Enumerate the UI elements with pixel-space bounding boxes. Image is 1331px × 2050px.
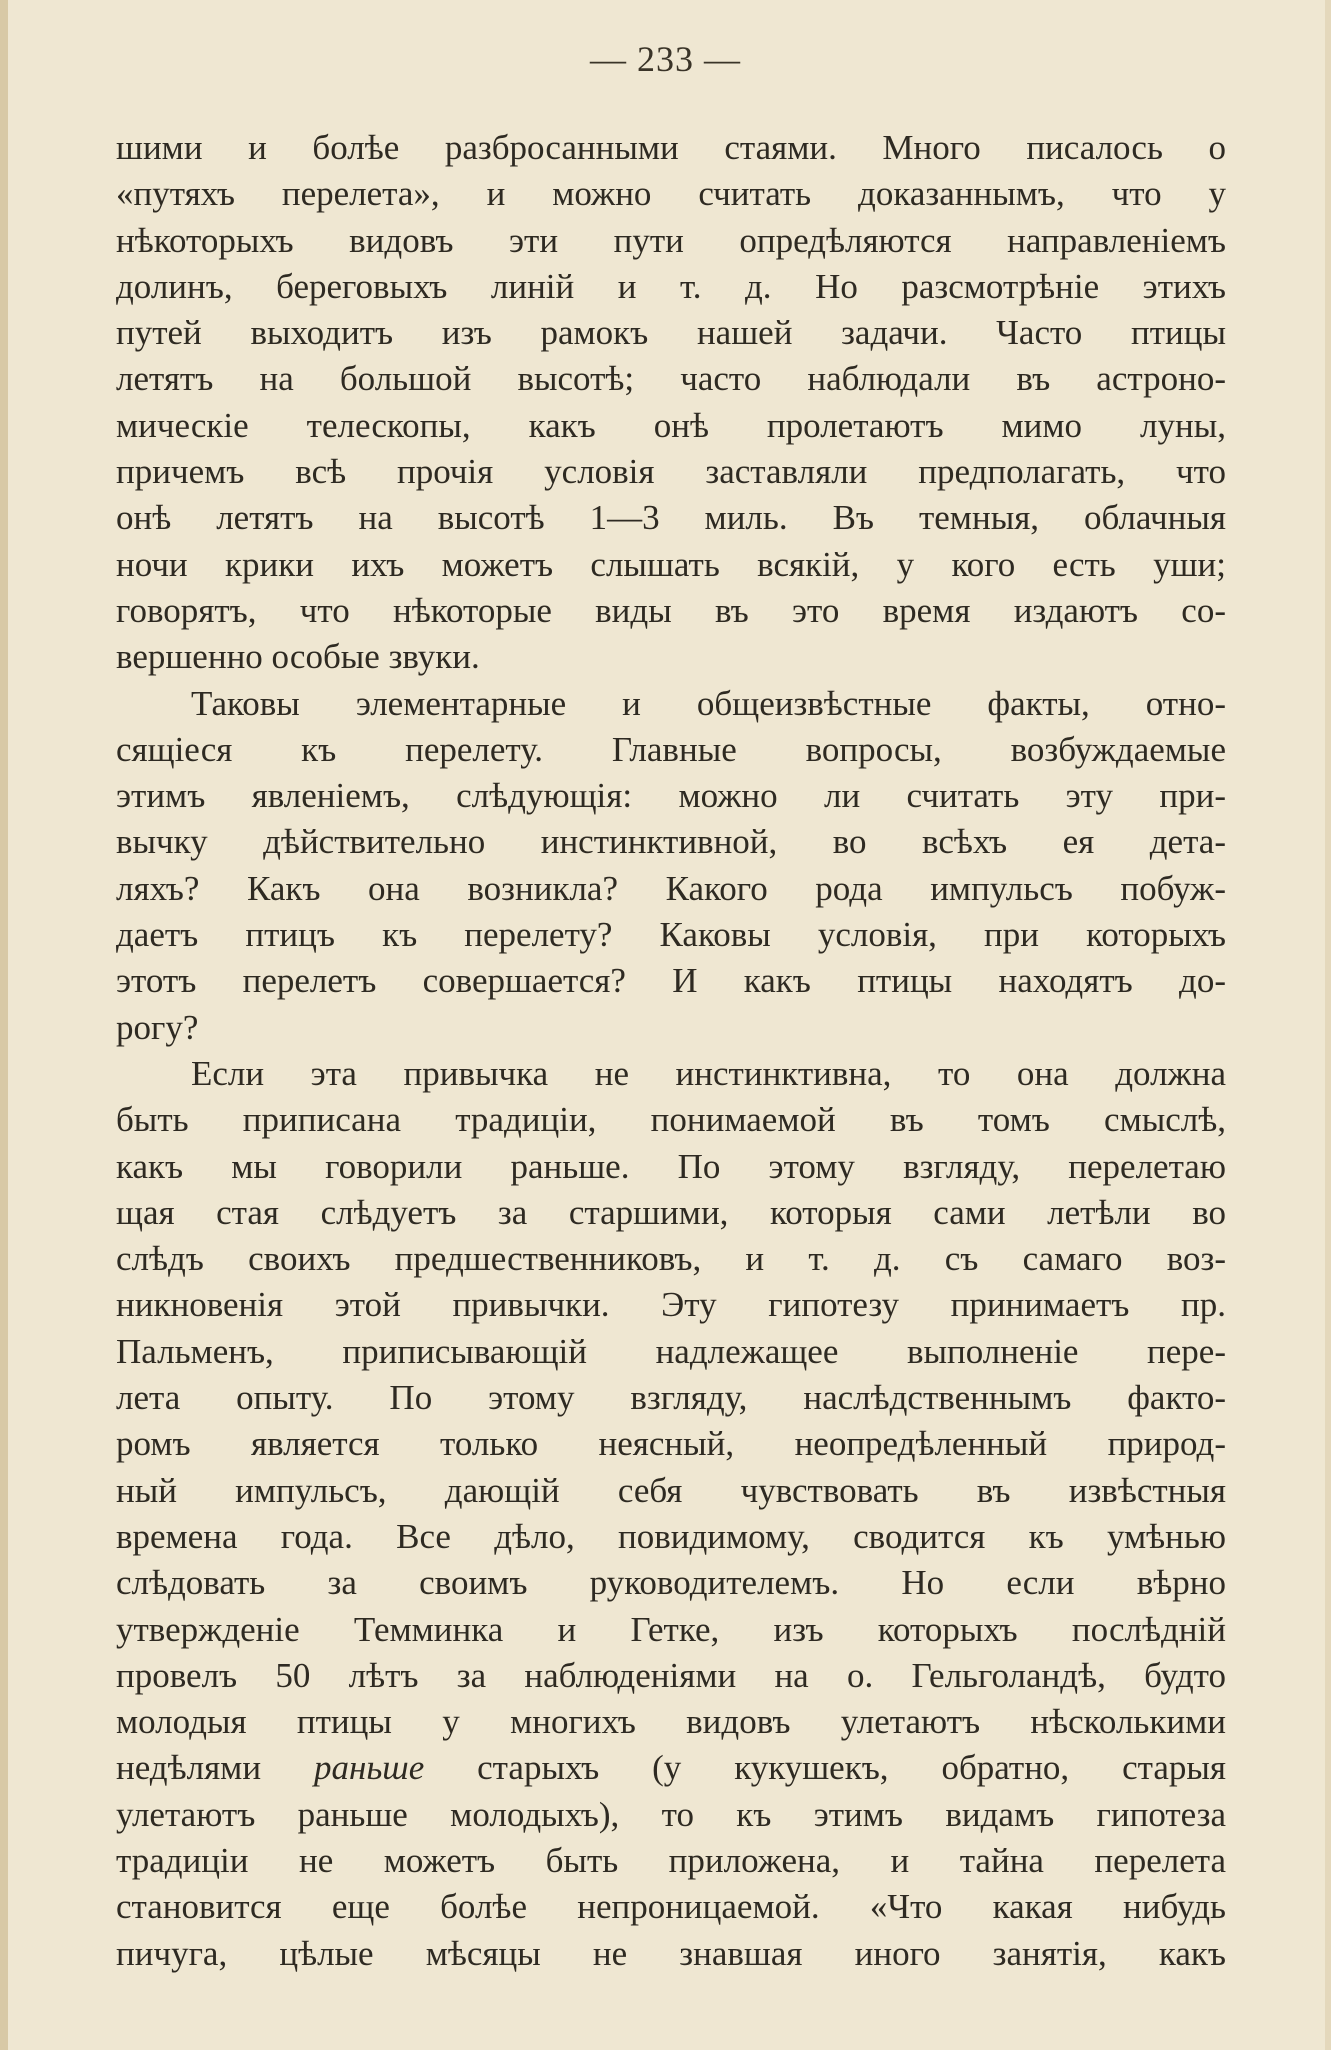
text-line: времена года. Все дѣло, повидимому, сводится къ умѣнью [116,1516,1226,1556]
body-text [116,125,1226,1977]
text-line: Таковы элементарные и общеизвѣстные факты, отно- [191,683,1226,723]
text-line: даетъ птицъ къ перелету? Каковы условія, при которыхъ [116,915,1226,955]
text-line: Если эта привычка не инстинктивна, то она должна [191,1053,1226,1093]
text-line: утвержденіе Темминка и Гетке, изъ которыхъ послѣдній [116,1609,1226,1649]
text-line: становится еще болѣе непроницаемой. «Что какая нибудь [116,1887,1226,1927]
text-line: мическіе телескопы, какъ онѣ пролетаютъ мимо луны, [116,405,1226,445]
text-line: никновенія этой привычки. Эту гипотезу принимаетъ пр. [116,1285,1226,1325]
line-suffix: старыхъ (у кукушекъ, обратно, старыя [424,1748,1227,1788]
text-line: щая стая слѣдуетъ за старшими, которыя сами летѣли во [116,1192,1226,1232]
text-line: ный импульсъ, дающій себя чувствовать въ извѣстныя [116,1470,1226,1510]
text-line: вычку дѣйствительно инстинктивной, во всѣхъ ея дета- [116,822,1226,862]
page-binding-edge [0,0,8,2050]
text-line: ляхъ? Какъ она возникла? Какого рода импульсъ побуж- [116,868,1226,908]
paragraph-1 [116,125,1226,681]
text-line: ромъ является только неясный, неопредѣленный природ- [116,1424,1226,1464]
paragraph-3 [116,1051,1226,1977]
text-line: нѣкоторыхъ видовъ эти пути опредѣляются направленіемъ [116,220,1226,260]
text-line: долинъ, береговыхъ линій и т. д. Но разсмотрѣніе этихъ [116,266,1226,306]
text-line: провелъ 50 лѣтъ за наблюденіями на о. Гельголандѣ, будто [116,1655,1226,1695]
page-outer-edge [1325,0,1331,2050]
text-line: слѣдовать за своимъ руководителемъ. Но если вѣрно [116,1563,1226,1603]
text-line: «путяхъ перелета», и можно считать доказаннымъ, что у [116,174,1226,214]
text-line: летятъ на большой высотѣ; часто наблюдали въ астроно- [116,359,1226,399]
italic-word: раньше [313,1748,425,1788]
text-line: быть приписана традиціи, понимаемой въ томъ смыслѣ, [116,1100,1226,1140]
text-line: лета опыту. По этому взгляду, наслѣдственнымъ факто- [116,1378,1226,1418]
page-number: — 233 — [590,39,741,79]
text-line: этотъ перелетъ совершается? И какъ птицы находятъ до- [116,961,1226,1001]
text-line: говорятъ, что нѣкоторые виды въ это время издаютъ со- [116,590,1226,630]
text-line: причемъ всѣ прочія условія заставляли предполагать, что [116,452,1226,492]
text-line: Пальменъ, приписывающій надлежащее выполненіе пере- [116,1331,1226,1371]
text-line: вершенно особые звуки. [116,637,480,677]
text-line: молодыя птицы у многихъ видовъ улетаютъ нѣсколькими [116,1702,1226,1742]
text-line: онѣ летятъ на высотѣ 1—3 миль. Въ темныя, облачныя [116,498,1226,538]
text-line: улетаютъ раньше молодыхъ), то къ этимъ видамъ гипотеза [116,1794,1226,1834]
text-line: традиціи не можетъ быть приложена, и тайна перелета [116,1840,1226,1880]
text-line-with-italic [116,1745,1226,1791]
text-line: этимъ явленіемъ, слѣдующія: можно ли считать эту при- [116,776,1226,816]
text-line: сящіеся къ перелету. Главные вопросы, возбуждаемые [116,729,1226,769]
text-line: рогу? [116,1007,199,1047]
text-line: шими и болѣе разбросанными стаями. Много писалось о [116,128,1226,167]
text-line: какъ мы говорили раньше. По этому взгляду, перелетаю [116,1146,1226,1186]
text-line: пичуга, цѣлые мѣсяцы не знавшая иного занятія, какъ [116,1933,1226,1973]
text-line: слѣдъ своихъ предшественниковъ, и т. д. съ самаго воз- [116,1239,1226,1279]
text-line: ночи крики ихъ можетъ слышать всякій, у кого есть уши; [116,544,1226,584]
text-line: путей выходитъ изъ рамокъ нашей задачи. Часто птицы [116,313,1226,353]
paragraph-2 [116,681,1226,1051]
line-prefix: недѣлями [116,1748,314,1788]
